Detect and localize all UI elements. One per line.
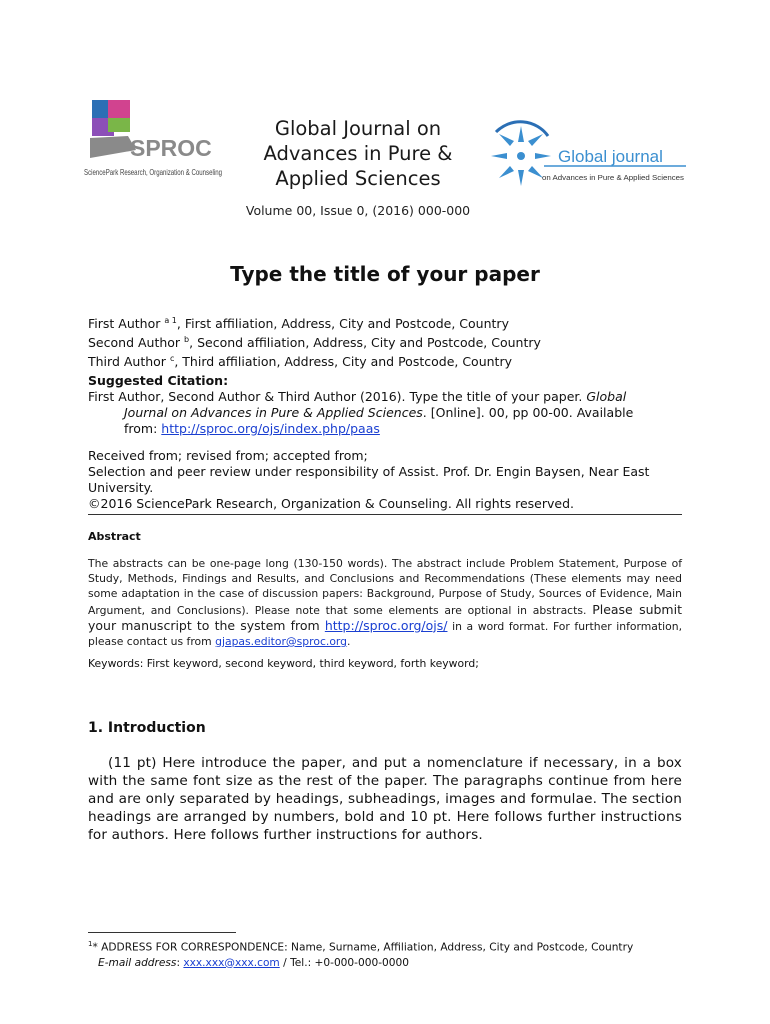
author-name: Third Author (88, 354, 166, 370)
author-name: First Author (88, 316, 161, 332)
sproc-logo-caption: SciencePark Research, Organization & Counseling (84, 167, 223, 177)
global-journal-logo (486, 120, 691, 190)
gj-logo-text: Global journal (558, 147, 663, 166)
abstract-heading: Abstract (88, 530, 141, 543)
journal-title-line: Global Journal on (274, 117, 442, 140)
abstract-word-text: in a word format. For further information, please contact us from (88, 619, 682, 649)
received-dates: Received from; revised from; accepted from; (88, 448, 368, 463)
submission-link[interactable]: http://sproc.org/ojs/ (324, 617, 448, 633)
keywords: Keywords: First keyword, second keyword, third keyword, forth keyword; (88, 657, 479, 670)
abstract-body (88, 556, 682, 649)
author-superscript: a 1 (164, 316, 177, 325)
introduction-text: (11 pt) Here introduce the paper, and put a nomenclature if necessary, in a box with the same font size as the rest of the paper. The paragraphs continue from here and are only separated by headings, subheadings, images and formulae. The section headings are arranged by numbers, bold and 10 pt. Here follows further instructions for authors. Here follows further instructions for authors. (88, 755, 682, 843)
author-affiliation: , Second affiliation, Address, City and Postcode, Country (189, 335, 541, 351)
author-affiliation: , First affiliation, Address, City and Postcode, Country (176, 316, 509, 332)
footnote (88, 937, 688, 971)
peer-review-note: Selection and peer review under responsibility of Assist. Prof. Dr. Engin Baysen, Near East University. (88, 464, 650, 495)
received-block (88, 448, 692, 512)
abstract-text: The abstracts can be one-page long (130-150 words). The abstract include Problem Statement, Purpose of Study, Methods, Findings and Results, and Conclusions and Recommendations (These elements may need some adaptation in the case of discussion papers: Background, Purpose of Study, Sources of Evidence, Main Argument, and Conclusions). Please note that some elements are optional in abstracts. (88, 557, 682, 617)
abstract-submit-text: Please submit your manuscript to the system from (88, 601, 682, 633)
citation-block (88, 389, 692, 437)
footnote-line (88, 956, 688, 971)
citation-journal: Global (586, 389, 627, 404)
citation-text: from: (124, 421, 162, 436)
author-superscript: c (169, 354, 175, 364)
citation-line (88, 389, 692, 405)
contact-email-link[interactable]: gjapas.editor@sproc.org (215, 635, 348, 649)
footnote-mark: 1 (88, 940, 93, 948)
footnote-email-label: E-mail address (98, 956, 177, 969)
author-line (88, 351, 708, 370)
sproc-logo (84, 98, 226, 180)
citation-text: . [Online]. 00, pp 00-00. Available (422, 405, 634, 420)
citation-text: First Author, Second Author & Third Author (2016). Type the title of your paper. (88, 389, 587, 404)
author-name: Second Author (88, 335, 181, 351)
gj-logo-caption: on Advances in Pure & Applied Sciences (542, 175, 685, 182)
paper-title: Type the title of your paper (230, 262, 540, 286)
author-list (88, 313, 708, 370)
introduction-heading: 1. Introduction (88, 720, 206, 736)
citation-link[interactable]: http://sproc.org/ojs/index.php/paas (161, 421, 380, 436)
citation-journal: Journal on Advances in Pure & Applied Sciences (124, 405, 423, 420)
author-superscript: b (184, 335, 190, 345)
footnote-sep: : (176, 956, 184, 969)
author-affiliation: , Third affiliation, Address, City and Postcode, Country (174, 354, 512, 370)
journal-title-line: Applied Sciences (275, 167, 441, 190)
journal-title-line: Advances in Pure & (263, 142, 453, 165)
footnote-divider (88, 932, 236, 933)
footnote-line (88, 937, 688, 956)
volume-line: Volume 00, Issue 0, (2016) 000-000 (245, 203, 471, 218)
introduction-body (88, 754, 682, 844)
author-line (88, 313, 708, 332)
citation-line (88, 405, 692, 421)
author-line (88, 332, 708, 351)
section-divider (88, 514, 682, 515)
footnote-tel: / Tel.: +0-000-000-0000 (279, 956, 409, 969)
copyright-line: ©2016 SciencePark Research, Organization & Counseling. All rights reserved. (88, 496, 575, 511)
abstract-end: . (347, 635, 351, 649)
footnote-email-link[interactable]: xxx.xxx@xxx.com (183, 956, 280, 969)
journal-title (245, 116, 471, 191)
sproc-logo-text: SPROC (130, 135, 212, 161)
citation-line (88, 421, 692, 437)
citation-heading: Suggested Citation: (88, 373, 229, 388)
footnote-address: * ADDRESS FOR CORRESPONDENCE: Name, Surname, Affiliation, Address, City and Postcode, Country (92, 941, 634, 954)
